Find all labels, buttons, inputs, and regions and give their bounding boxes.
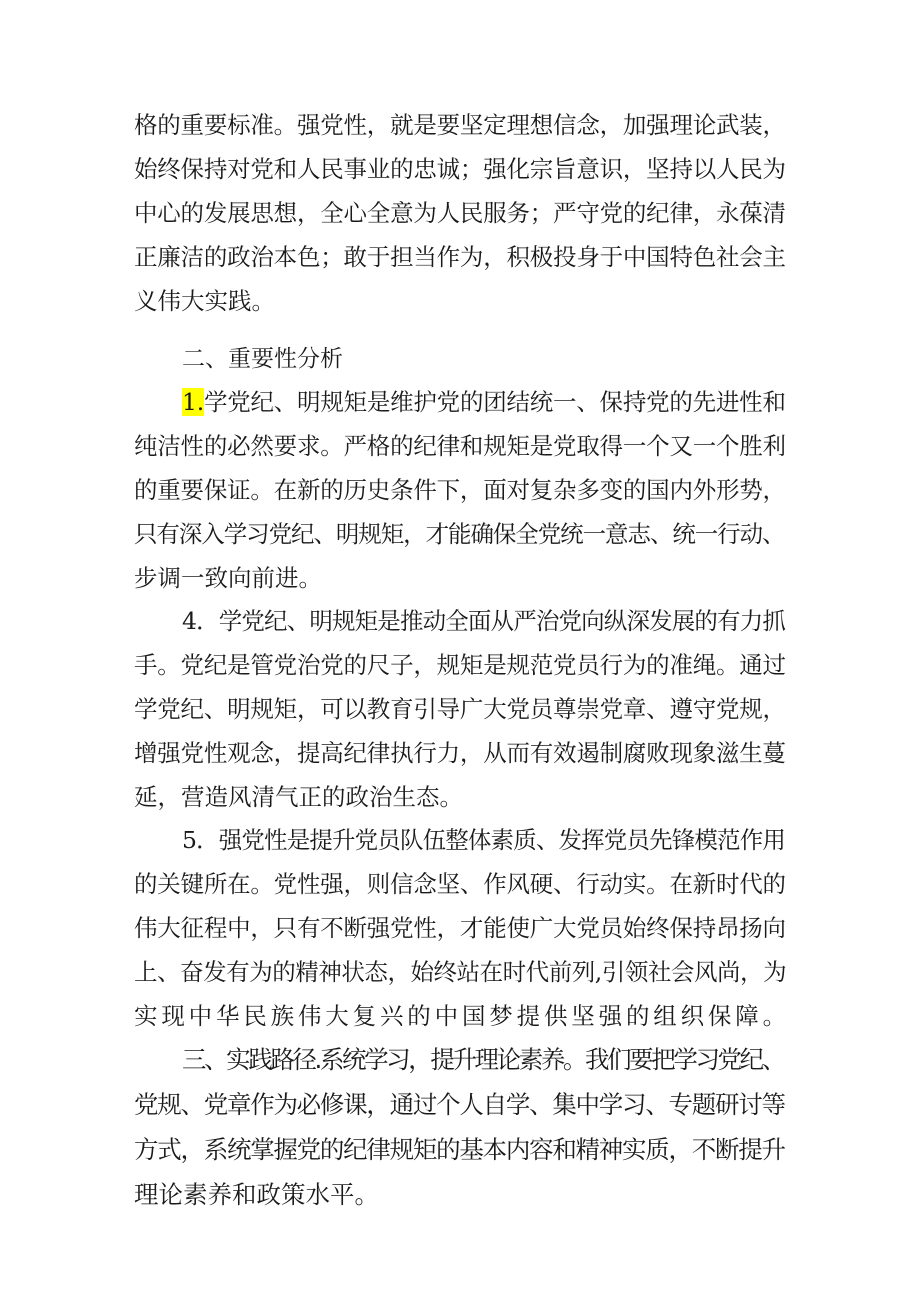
item-4-line-1: 4．学党纪、明规矩是推动全面从严治党向纵深发展的有力抓 — [182, 607, 786, 635]
section-3-line-3: 方式，系统掌握党的纪律规矩的基本内容和精神实质，不断提升 — [134, 1135, 785, 1164]
item-4-line-5: 延，营造风清气正的政治生态。 — [134, 783, 463, 811]
intro-line-2: 始终保持对党和人民事业的忠诚；强化宗旨意识，坚持以人民为 — [134, 155, 786, 183]
item-1-line-2: 纯洁性的必然要求。严格的纪律和规矩是党取得一个又一个胜利 — [134, 432, 786, 460]
intro-line-4: 正廉洁的政治本色；敢于担当作为，积极投身于中国特色社会主 — [134, 243, 786, 271]
item-5-line-4: 上、奋发有为的精神状态，始终站在时代前列,引领社会风尚，为 — [134, 958, 787, 986]
item-5-line-1: 5．强党性是提升党员队伍整体素质、发挥党员先锋模范作用 — [182, 826, 786, 854]
item-1-first-line — [182, 387, 786, 417]
item-5-line-5: 实现中华民族伟大复兴的中国梦提供坚强的组织保障。 — [134, 1002, 790, 1030]
item-5-line-2: 的关键所在。党性强，则信念坚、作风硬、行动实。在新时代的 — [134, 870, 786, 898]
intro-line-3: 中心的发展思想，全心全意为人民服务；严守党的纪律，永葆清 — [134, 199, 786, 227]
intro-line-5: 义伟大实践。 — [134, 287, 275, 315]
item-4-line-4: 增强党性观念，提高纪律执行力，从而有效遏制腐败现象滋生蔓 — [134, 739, 786, 767]
item-4-line-3: 学党纪、明规矩，可以教育引导广大党员尊崇党章、遵守党规， — [134, 695, 786, 723]
item-1-line-4: 只有深入学习党纪、明规矩，才能确保全党统一意志、统一行动、 — [134, 520, 785, 548]
section-3-line-1: 三、实践路径.系统学习，提升理论素养。我们要把学习党纪、 — [182, 1045, 784, 1074]
item-4-line-2: 手。党纪是管党治党的尺子，规矩是规范党员行为的准绳。通过 — [134, 651, 786, 679]
section-heading: 二、重要性分析 — [182, 346, 343, 372]
item-1-line-3: 的重要保证。在新的历史条件下，面对复杂多变的国内外形势， — [134, 476, 786, 504]
item-1-line-1: 学党纪、明规矩是维护党的团结统一、保持党的先进性和 — [203, 388, 786, 416]
item-1-number-highlight: 1. — [182, 388, 204, 416]
intro-line-1: 格的重要标准。强党性，就是要坚定理想信念，加强理论武装， — [134, 111, 786, 139]
section-3-line-2: 党规、党章作为必修课，通过个人自学、集中学习、专题研讨等 — [134, 1090, 785, 1119]
section-3-line-4: 理论素养和政策水平。 — [134, 1180, 379, 1209]
item-1-line-5: 步调一致向前进。 — [134, 564, 322, 592]
item-5-line-3: 伟大征程中，只有不断强党性，才能使广大党员始终保持昂扬向 — [134, 914, 786, 942]
